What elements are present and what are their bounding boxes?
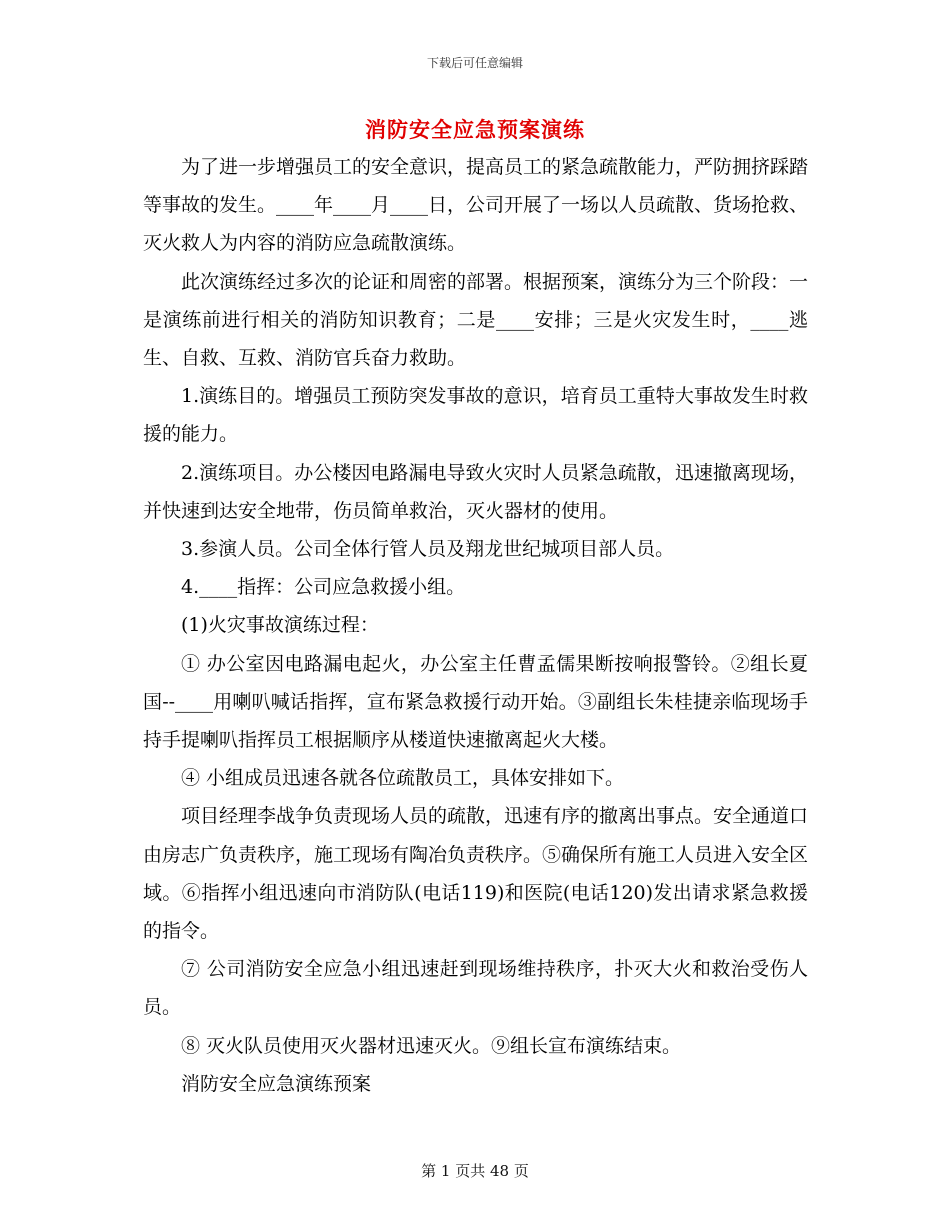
paragraph-steps-8-9: ⑧ 灭火队员使用灭火器材迅速灭火。⑨组长宣布演练结束。 <box>181 1034 682 1057</box>
paragraph-steps-5-6: 项目经理李战争负责现场人员的疏散，迅速有序的撤离出事点。安全通道口由房志广负责秩序，施工现场有陶冶负责秩序。⑤确保所有施工人员进入安全区域。⑥指挥小组迅速向市消防队(电话119)和医院(电话120)发出请求紧急救援的指令。 <box>143 805 809 943</box>
paragraph-project: 2.演练项目。办公楼因电路漏电导致火灾时人员紧急疏散，迅速撤离现场，并快速到达安全地带，伤员简单救治，灭火器材的使用。 <box>143 461 808 522</box>
paragraph-step-4: ④ 小组成员迅速各就各位疏散员工，具体安排如下。 <box>181 767 625 790</box>
document-title: 消防安全应急预案演练 <box>365 118 585 142</box>
document-body <box>143 148 808 1103</box>
page-header-note: 下载后可任意编辑 <box>426 56 523 70</box>
paragraph-purpose: 1.演练目的。增强员工预防突发事故的意识，培育员工重特大事故发生时救援的能力。 <box>143 385 808 446</box>
paragraph-stages: 此次演练经过多次的论证和周密的部署。根据预案，演练分为三个阶段：一是演练前进行相关的消防知识教育；二是____安排；三是火灾发生时，____逃生、自救、互救、消防官兵奋力救助。 <box>143 270 809 370</box>
paragraph-steps-1-3: ① 办公室因电路漏电起火，办公室主任曹孟儒果断按响报警铃。②组长夏国--____用喇叭喊话指挥，宣布紧急救援行动开始。③副组长朱桂捷亲临现场手持手提喇叭指挥员工根据顺序从楼道快速撤离起火大楼。 <box>143 652 808 752</box>
paragraph-command: 4.____指挥：公司应急救援小组。 <box>181 576 466 599</box>
paragraph-process-heading: (1)火灾事故演练过程： <box>181 614 379 637</box>
paragraph-closing-title: 消防安全应急演练预案 <box>181 1072 372 1095</box>
paragraph-participants: 3.参演人员。公司全体行管人员及翔龙世纪城项目部人员。 <box>181 538 675 561</box>
page-number: 第 1 页共 48 页 <box>421 1162 529 1180</box>
paragraph-intro: 为了进一步增强员工的安全意识，提高员工的紧急疏散能力，严防拥挤踩踏等事故的发生。____年____月____日，公司开展了一场以人员疏散、货场抢救、灭火救人为内容的消防应急疏散演练。 <box>143 156 809 255</box>
paragraph-step-7: ⑦ 公司消防安全应急小组迅速赶到现场维持秩序，扑灭大火和救治受伤人员。 <box>143 958 808 1019</box>
